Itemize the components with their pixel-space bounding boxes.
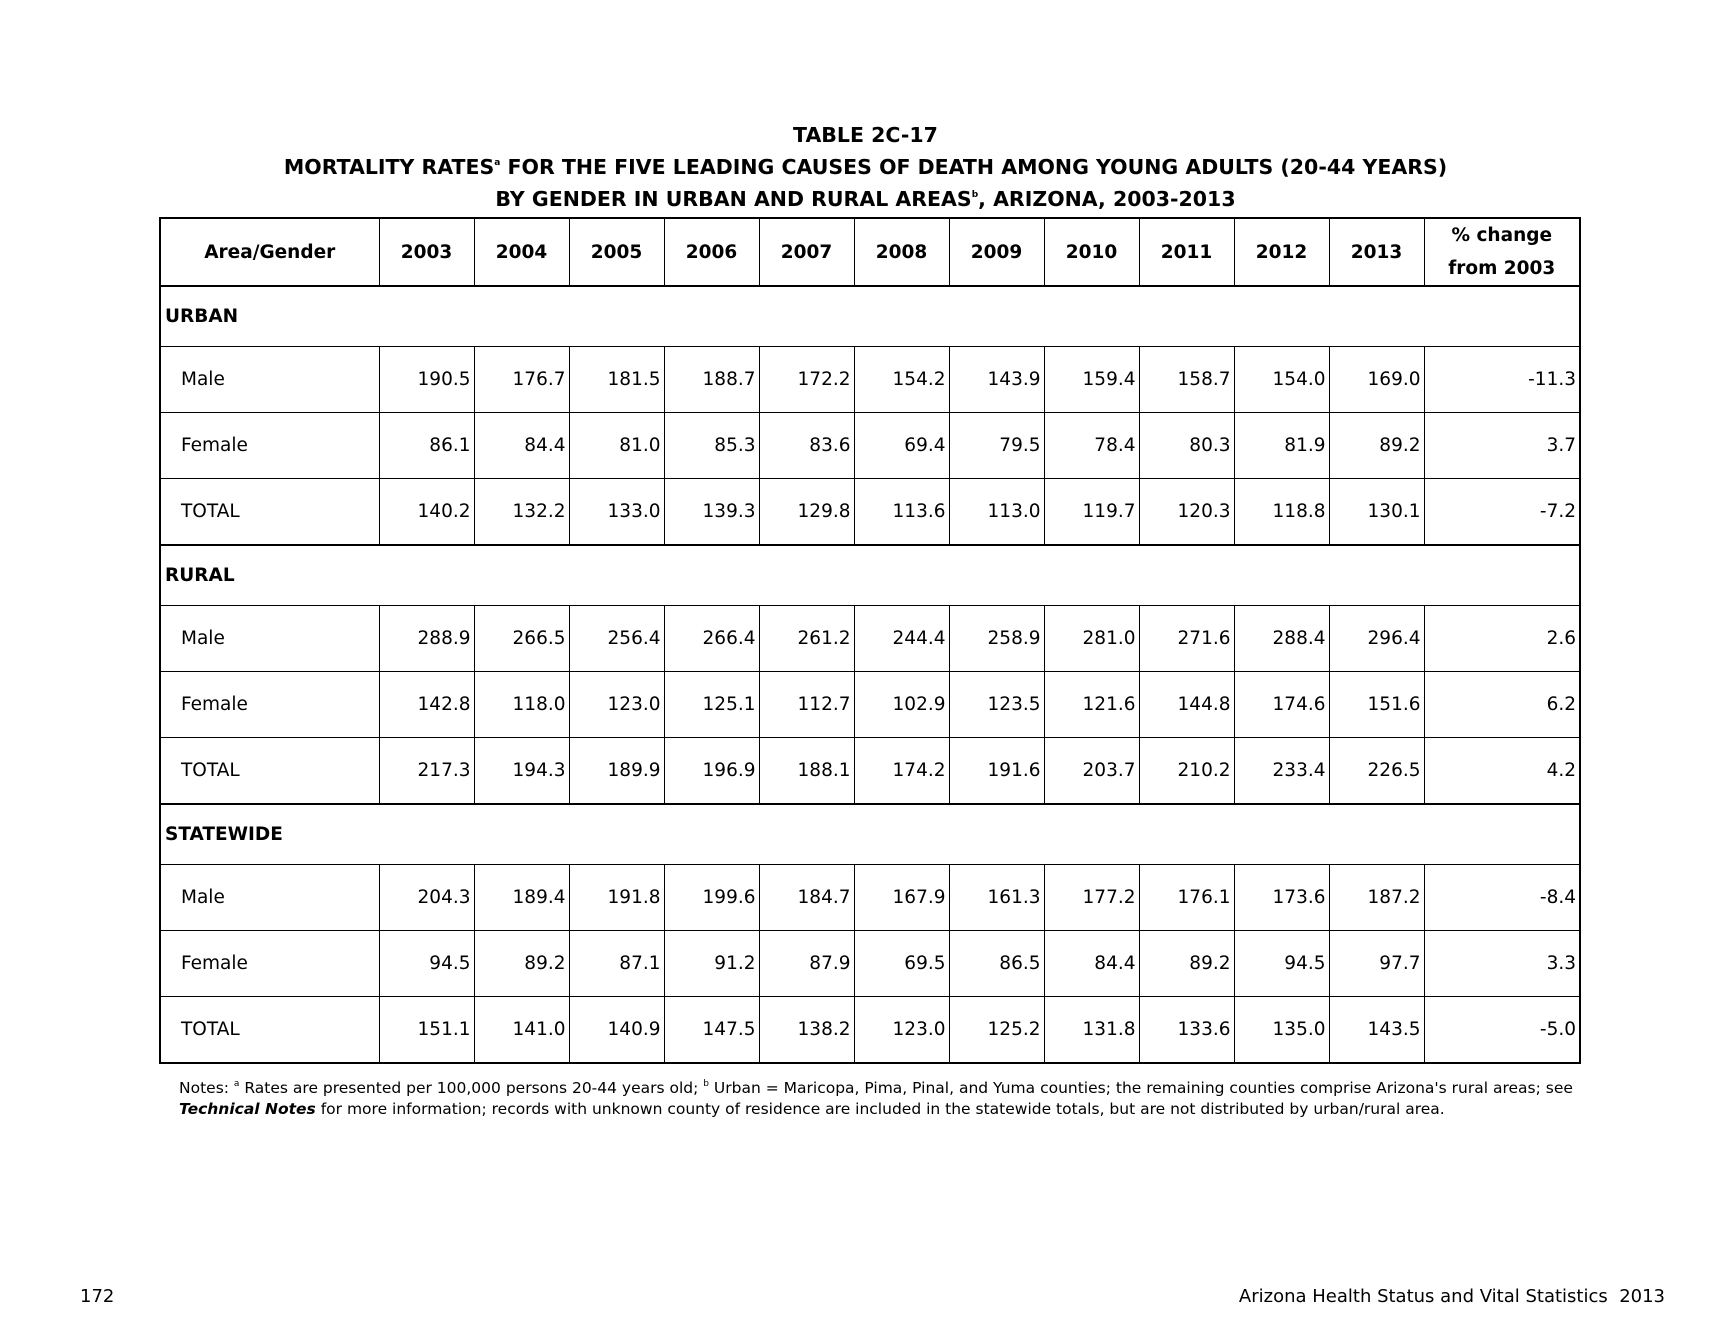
rate-cell: 147.5 [664, 997, 759, 1064]
rate-cell: 140.9 [569, 997, 664, 1064]
rate-cell: 130.1 [1329, 479, 1424, 546]
rate-cell: 261.2 [759, 606, 854, 672]
row-label: Male [160, 606, 379, 672]
rate-cell: 266.5 [474, 606, 569, 672]
rate-cell: 133.0 [569, 479, 664, 546]
rate-cell: 189.9 [569, 738, 664, 805]
title-line-2 [0, 149, 1731, 181]
row-label: TOTAL [160, 997, 379, 1064]
section-row [160, 286, 1580, 347]
rate-cell: 81.0 [569, 413, 664, 479]
rate-cell: 188.7 [664, 347, 759, 413]
rate-cell: 203.7 [1044, 738, 1139, 805]
rate-cell: 151.1 [379, 997, 474, 1064]
rate-cell: 233.4 [1234, 738, 1329, 805]
rate-cell: 256.4 [569, 606, 664, 672]
page-number: 172 [80, 1286, 115, 1307]
rate-cell: 94.5 [1234, 931, 1329, 997]
rate-cell: 86.5 [949, 931, 1044, 997]
rate-cell: 129.8 [759, 479, 854, 546]
column-header-year: 2004 [474, 218, 569, 286]
rate-cell: 158.7 [1139, 347, 1234, 413]
title-line-3-main: BY GENDER IN URBAN AND RURAL AREAS [495, 187, 972, 211]
rate-cell: 181.5 [569, 347, 664, 413]
rate-cell: 119.7 [1044, 479, 1139, 546]
rate-cell: 118.0 [474, 672, 569, 738]
footnote-marker-a: a [494, 158, 501, 168]
rate-cell: 83.6 [759, 413, 854, 479]
rate-cell: 187.2 [1329, 865, 1424, 931]
rate-cell: 217.3 [379, 738, 474, 805]
rate-cell: 167.9 [854, 865, 949, 931]
column-header-area-gender: Area/Gender [160, 218, 379, 286]
rate-cell: 143.9 [949, 347, 1044, 413]
percent-change-cell: 3.7 [1424, 413, 1580, 479]
percent-change-cell: 4.2 [1424, 738, 1580, 805]
rate-cell: 271.6 [1139, 606, 1234, 672]
rate-cell: 89.2 [474, 931, 569, 997]
rate-cell: 142.8 [379, 672, 474, 738]
note-marker-b: b [703, 1079, 709, 1089]
rate-cell: 172.2 [759, 347, 854, 413]
section-heading: RURAL [160, 545, 1580, 606]
rate-cell: 151.6 [1329, 672, 1424, 738]
note-a-text: Rates are presented per 100,000 persons 20-44 years old; [239, 1079, 704, 1097]
section-row [160, 804, 1580, 865]
rate-cell: 132.2 [474, 479, 569, 546]
column-header-year: 2006 [664, 218, 759, 286]
row-label: TOTAL [160, 738, 379, 805]
column-header-year: 2005 [569, 218, 664, 286]
rate-cell: 174.6 [1234, 672, 1329, 738]
rate-cell: 102.9 [854, 672, 949, 738]
note-c-text: for more information; records with unknown county of residence are included in the statewide totals, but are not distributed by urban/rural area. [315, 1100, 1445, 1118]
rate-cell: 177.2 [1044, 865, 1139, 931]
percent-change-cell: -8.4 [1424, 865, 1580, 931]
column-header-year: 2012 [1234, 218, 1329, 286]
title-line-2-main: MORTALITY RATES [283, 155, 495, 179]
rate-cell: 123.5 [949, 672, 1044, 738]
rate-cell: 191.6 [949, 738, 1044, 805]
percent-change-cell: -7.2 [1424, 479, 1580, 546]
column-header-year: 2009 [949, 218, 1044, 286]
rate-cell: 288.4 [1234, 606, 1329, 672]
publication-title: Arizona Health Status and Vital Statistics 2013 [1238, 1286, 1665, 1307]
column-header-year: 2003 [379, 218, 474, 286]
rate-cell: 184.7 [759, 865, 854, 931]
column-header-year: 2013 [1329, 218, 1424, 286]
rate-cell: 154.0 [1234, 347, 1329, 413]
table-row [160, 347, 1580, 413]
from-2003-label: from 2003 [1448, 258, 1556, 279]
column-header-percent-change [1424, 218, 1580, 286]
row-label: Male [160, 347, 379, 413]
rate-cell: 84.4 [474, 413, 569, 479]
column-header-year: 2008 [854, 218, 949, 286]
table-number: TABLE 2C-17 [793, 123, 938, 147]
rate-cell: 296.4 [1329, 606, 1424, 672]
table-row [160, 865, 1580, 931]
rate-cell: 199.6 [664, 865, 759, 931]
percent-change-cell: -11.3 [1424, 347, 1580, 413]
footnote-marker-b: b [971, 190, 979, 200]
header-row [160, 218, 1580, 286]
rate-cell: 226.5 [1329, 738, 1424, 805]
note-marker-a: a [233, 1079, 240, 1089]
rate-cell: 79.5 [949, 413, 1044, 479]
rate-cell: 113.6 [854, 479, 949, 546]
row-label: Female [160, 413, 379, 479]
rate-cell: 138.2 [759, 997, 854, 1064]
rate-cell: 125.2 [949, 997, 1044, 1064]
rate-cell: 196.9 [664, 738, 759, 805]
rate-cell: 266.4 [664, 606, 759, 672]
rate-cell: 123.0 [854, 997, 949, 1064]
section-heading: STATEWIDE [160, 804, 1580, 865]
technical-notes-reference: Technical Notes [179, 1100, 316, 1118]
mortality-rates-table [159, 217, 1581, 1064]
rate-cell: 133.6 [1139, 997, 1234, 1064]
section-row [160, 545, 1580, 606]
table-row [160, 738, 1580, 805]
rate-cell: 121.6 [1044, 672, 1139, 738]
table-row [160, 997, 1580, 1064]
row-label: Male [160, 865, 379, 931]
rate-cell: 210.2 [1139, 738, 1234, 805]
rate-cell: 89.2 [1329, 413, 1424, 479]
rate-cell: 91.2 [664, 931, 759, 997]
rate-cell: 89.2 [1139, 931, 1234, 997]
rate-cell: 191.8 [569, 865, 664, 931]
rate-cell: 139.3 [664, 479, 759, 546]
percent-change-label: % change [1451, 225, 1553, 246]
rate-cell: 113.0 [949, 479, 1044, 546]
rate-cell: 188.1 [759, 738, 854, 805]
row-label: TOTAL [160, 479, 379, 546]
title-line-3-rest: , ARIZONA, 2003-2013 [978, 187, 1236, 211]
rate-cell: 288.9 [379, 606, 474, 672]
rate-cell: 143.5 [1329, 997, 1424, 1064]
rate-cell: 123.0 [569, 672, 664, 738]
percent-change-cell: 6.2 [1424, 672, 1580, 738]
rate-cell: 80.3 [1139, 413, 1234, 479]
rate-cell: 173.6 [1234, 865, 1329, 931]
rate-cell: 69.5 [854, 931, 949, 997]
table-row [160, 931, 1580, 997]
rate-cell: 161.3 [949, 865, 1044, 931]
row-label: Female [160, 931, 379, 997]
table-row [160, 606, 1580, 672]
rate-cell: 144.8 [1139, 672, 1234, 738]
rate-cell: 176.1 [1139, 865, 1234, 931]
rate-cell: 154.2 [854, 347, 949, 413]
rate-cell: 125.1 [664, 672, 759, 738]
table-row [160, 413, 1580, 479]
rate-cell: 94.5 [379, 931, 474, 997]
table-body [160, 286, 1580, 1063]
row-label: Female [160, 672, 379, 738]
rate-cell: 85.3 [664, 413, 759, 479]
rate-cell: 78.4 [1044, 413, 1139, 479]
rate-cell: 135.0 [1234, 997, 1329, 1064]
table-row [160, 479, 1580, 546]
rate-cell: 281.0 [1044, 606, 1139, 672]
column-header-year: 2007 [759, 218, 854, 286]
rate-cell: 194.3 [474, 738, 569, 805]
notes-prefix: Notes: [179, 1079, 234, 1097]
column-header-year: 2010 [1044, 218, 1139, 286]
rate-cell: 112.7 [759, 672, 854, 738]
rate-cell: 118.8 [1234, 479, 1329, 546]
rate-cell: 169.0 [1329, 347, 1424, 413]
title-line-2-rest: FOR THE FIVE LEADING CAUSES OF DEATH AMONG YOUNG ADULTS (20-44 YEARS) [500, 155, 1448, 179]
title-line-3 [0, 181, 1731, 213]
rate-cell: 120.3 [1139, 479, 1234, 546]
table-row [160, 672, 1580, 738]
percent-change-cell: -5.0 [1424, 997, 1580, 1064]
rate-cell: 190.5 [379, 347, 474, 413]
rate-cell: 131.8 [1044, 997, 1139, 1064]
rate-cell: 174.2 [854, 738, 949, 805]
rate-cell: 258.9 [949, 606, 1044, 672]
percent-change-cell: 2.6 [1424, 606, 1580, 672]
section-heading: URBAN [160, 286, 1580, 347]
rate-cell: 97.7 [1329, 931, 1424, 997]
column-header-year: 2011 [1139, 218, 1234, 286]
rate-cell: 81.9 [1234, 413, 1329, 479]
table-title [0, 121, 1731, 213]
note-b-text: Urban = Maricopa, Pima, Pinal, and Yuma counties; the remaining counties comprise Arizona's rural areas; see [709, 1079, 1573, 1097]
rate-cell: 204.3 [379, 865, 474, 931]
rate-cell: 86.1 [379, 413, 474, 479]
rate-cell: 84.4 [1044, 931, 1139, 997]
rate-cell: 140.2 [379, 479, 474, 546]
rate-cell: 159.4 [1044, 347, 1139, 413]
rate-cell: 69.4 [854, 413, 949, 479]
rate-cell: 87.9 [759, 931, 854, 997]
rate-cell: 189.4 [474, 865, 569, 931]
percent-change-cell: 3.3 [1424, 931, 1580, 997]
table-notes [179, 1074, 1599, 1120]
rate-cell: 176.7 [474, 347, 569, 413]
rate-cell: 87.1 [569, 931, 664, 997]
rate-cell: 244.4 [854, 606, 949, 672]
rate-cell: 141.0 [474, 997, 569, 1064]
